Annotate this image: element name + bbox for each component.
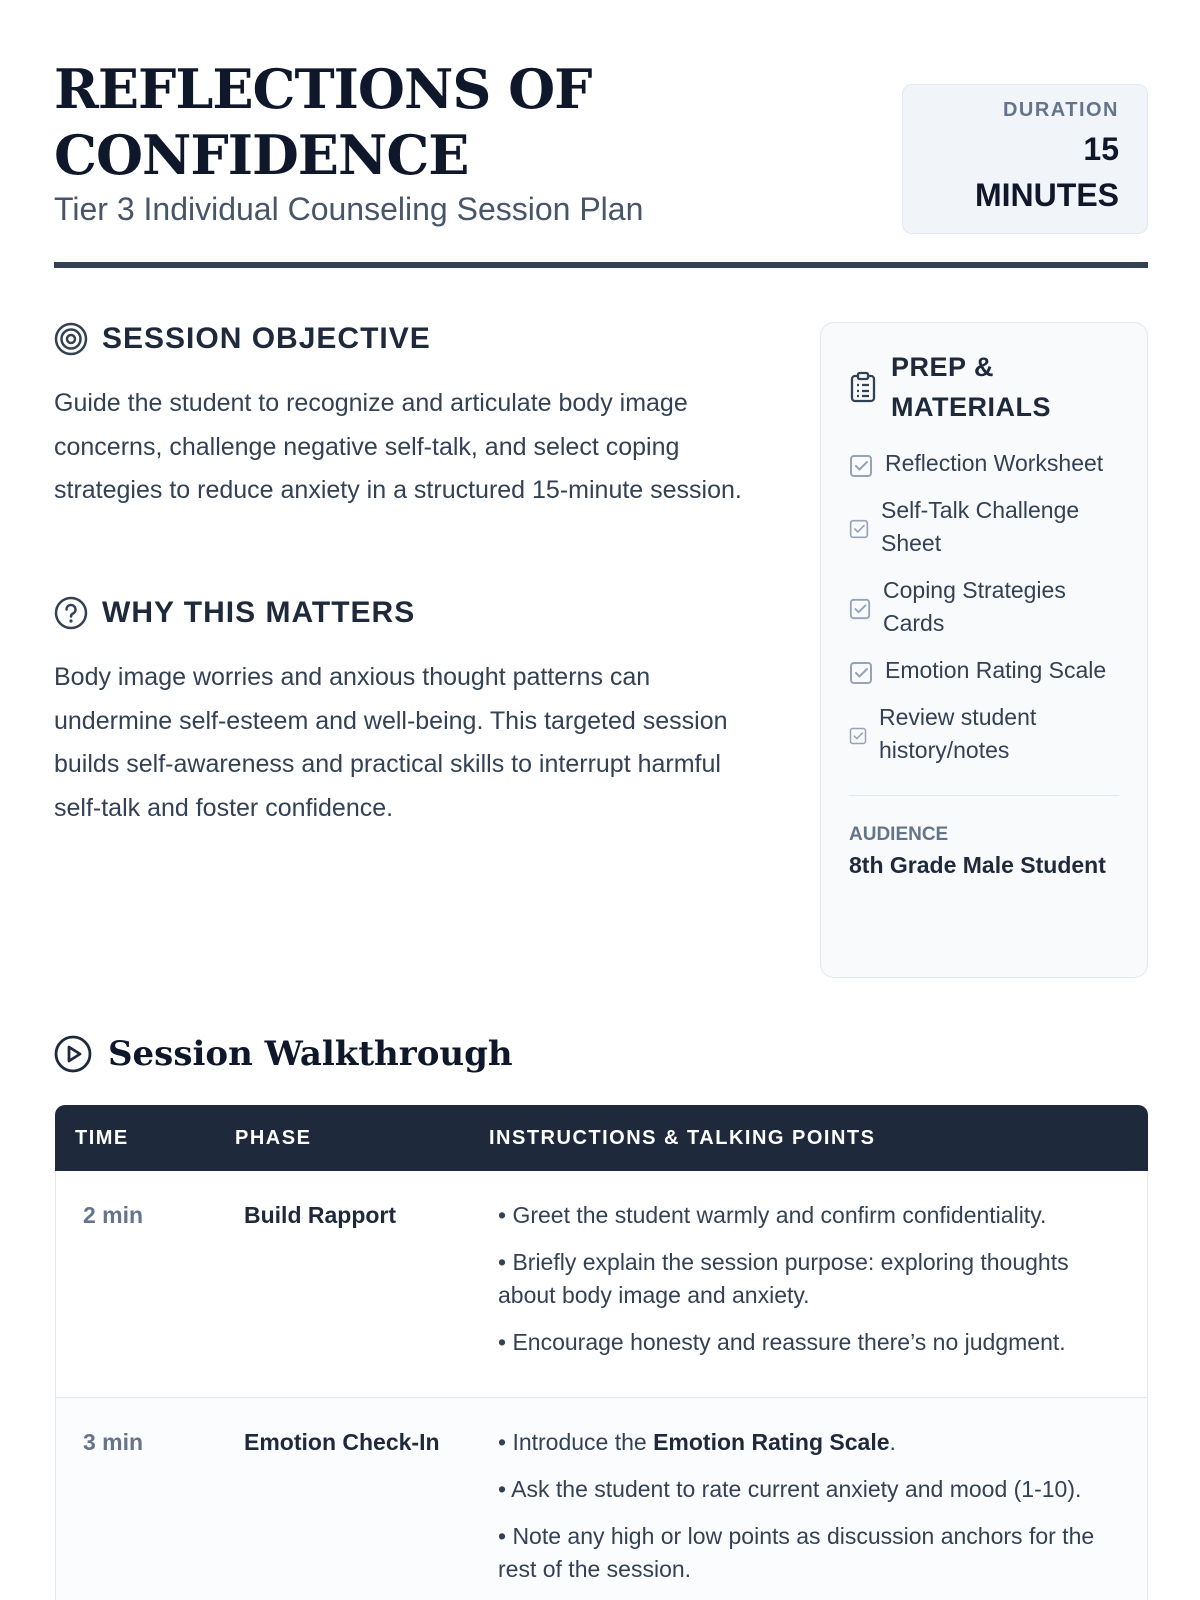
prep-item-label: Emotion Rating Scale xyxy=(885,657,1107,683)
target-icon xyxy=(54,322,88,356)
talking-point: • Encourage honesty and reassure there’s no judgment. xyxy=(498,1329,1066,1355)
talking-point: • Briefly explain the session purpose: exploring thoughts about body image and anxiety. xyxy=(498,1249,1069,1308)
talking-point-text: . xyxy=(889,1429,896,1455)
audience-value: 8th Grade Male Student xyxy=(849,852,1106,878)
duration-value: 15 MINUTES xyxy=(975,131,1119,213)
prep-item xyxy=(849,494,1119,560)
duration-label: DURATION xyxy=(1002,99,1119,121)
walkthrough-table xyxy=(55,1105,1148,1600)
prep-divider xyxy=(849,795,1119,796)
page-header xyxy=(54,56,1148,268)
talking-point xyxy=(498,1426,1127,1459)
checkbox-checked-icon xyxy=(849,498,869,560)
row-phase: Emotion Check-In xyxy=(244,1429,440,1455)
prep-heading: PREP & MATERIALS xyxy=(891,352,1051,422)
row-instructions xyxy=(498,1199,1147,1373)
page-title: REFLECTIONS OF CONFIDENCE xyxy=(54,57,592,187)
why-heading: WHY THIS MATTERS xyxy=(102,596,416,629)
table-row xyxy=(55,1171,1148,1398)
talking-point: • Note any high or low points as discussion anchors for the rest of the session. xyxy=(498,1523,1095,1582)
prep-item-label: Review student history/notes xyxy=(879,704,1037,763)
checkbox-checked-icon xyxy=(849,705,867,767)
why-heading-row xyxy=(54,596,415,630)
talking-point: • Ask the student to rate current anxiety and mood (1-10). xyxy=(498,1476,1082,1502)
prep-materials-card xyxy=(820,322,1148,978)
duration-badge xyxy=(902,84,1148,234)
prep-list xyxy=(849,447,1119,767)
row-instructions xyxy=(498,1426,1147,1600)
row-time: 3 min xyxy=(83,1429,144,1455)
table-header xyxy=(55,1105,1148,1171)
question-circle-icon xyxy=(54,596,88,630)
column-header-instructions: INSTRUCTIONS & TALKING POINTS xyxy=(489,1126,876,1149)
column-header-time: TIME xyxy=(75,1126,129,1149)
prep-heading-row xyxy=(849,347,1119,427)
row-time: 2 min xyxy=(83,1202,144,1228)
row-phase: Build Rapport xyxy=(244,1202,397,1228)
objective-heading-row xyxy=(54,322,431,356)
page-subtitle: Tier 3 Individual Counseling Session Plan xyxy=(54,191,644,227)
prep-item-label: Reflection Worksheet xyxy=(885,450,1104,476)
emphasis-text: Emotion Rating Scale xyxy=(653,1429,890,1455)
prep-item xyxy=(849,701,1119,767)
table-row xyxy=(55,1398,1148,1600)
why-text: Body image worries and anxious thought patterns can undermine self-esteem and well-being. This targeted session builds self-awareness and practical skills to interrupt harmful self-talk and foster confidence. xyxy=(54,663,728,822)
checkbox-checked-icon xyxy=(849,658,873,687)
objective-text: Guide the student to recognize and articulate body image concerns, challenge negative self-talk, and select coping strategies to reduce anxiety in a structured 15-minute session. xyxy=(54,389,742,504)
checkbox-checked-icon xyxy=(849,578,871,640)
column-header-phase: PHASE xyxy=(235,1126,312,1149)
walkthrough-heading: Session Walkthrough xyxy=(108,1034,513,1074)
clipboard-icon xyxy=(849,371,877,403)
header-divider xyxy=(54,262,1148,268)
prep-item xyxy=(849,654,1119,687)
talking-point: • Greet the student warmly and confirm confidentiality. xyxy=(498,1202,1047,1228)
prep-item xyxy=(849,447,1119,480)
walkthrough-heading-row xyxy=(54,1034,513,1074)
objective-heading: SESSION OBJECTIVE xyxy=(102,322,431,355)
prep-item-label: Coping Strategies Cards xyxy=(883,577,1066,636)
audience-label: AUDIENCE xyxy=(849,824,949,845)
talking-point-text: • Introduce the xyxy=(498,1429,654,1455)
play-circle-icon xyxy=(54,1035,92,1073)
checkbox-checked-icon xyxy=(849,451,873,480)
prep-item-label: Self-Talk Challenge Sheet xyxy=(881,497,1080,556)
prep-item xyxy=(849,574,1119,640)
